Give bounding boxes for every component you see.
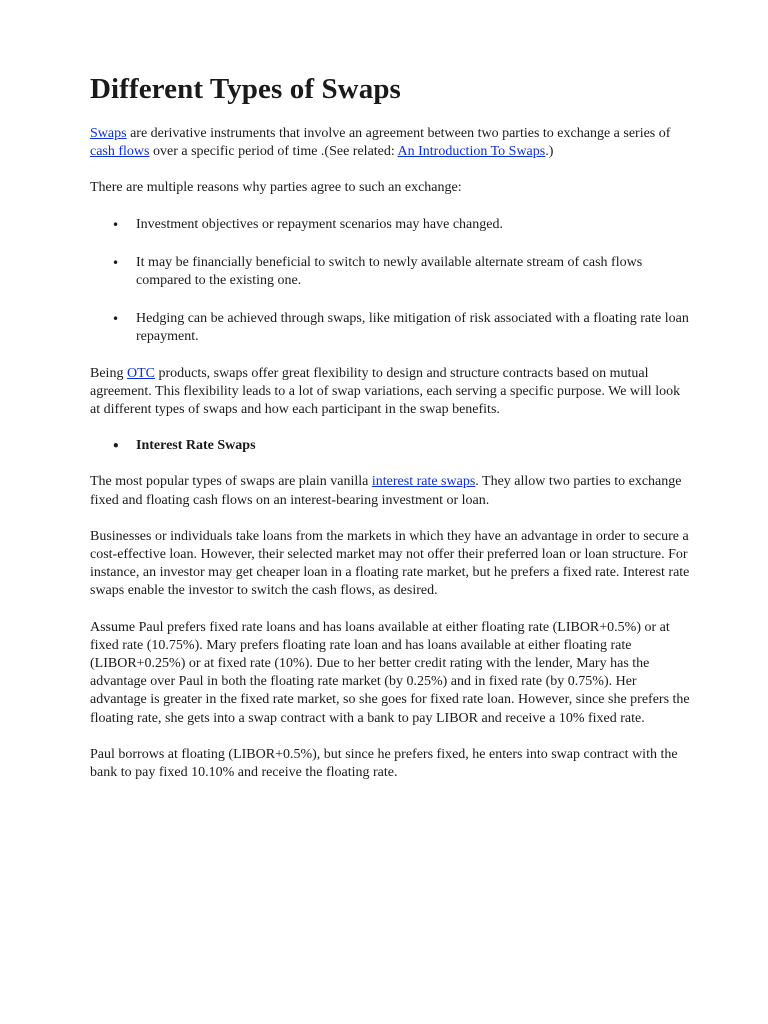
page-title: Different Types of Swaps bbox=[90, 73, 401, 105]
businesses-paragraph: Businesses or individuals take loans from the markets in which they have an advantage in order to secure a cost-effective loan. However, their selected market may not offer their preferred loan or loan structure. For instance, an investor may get cheaper loan in a floating rate market, but he prefers a fixed rate. Interest rate swaps enable the investor to switch the cash flows, as desired. bbox=[90, 528, 690, 599]
otc-link[interactable]: OTC bbox=[126, 365, 155, 381]
irs-paragraph: The most popular types of swaps are plain vanilla interest rate swaps. They allow two parties to exchange fixed and floating cash flows on an interest-bearing investment or loan. bbox=[90, 474, 682, 508]
section-heading: • Interest Rate Swaps bbox=[90, 437, 690, 455]
list-item: • It may be financially beneficial to switch to newly available alternate stream of cash flows compared to the existing one. bbox=[90, 254, 690, 290]
list-item: • Hedging can be achieved through swaps, like mitigation of risk associated with a floating rate loan repayment. bbox=[90, 310, 690, 346]
interest-rate-swaps-link[interactable]: interest rate swaps bbox=[371, 474, 476, 490]
otc-paragraph: Being OTC products, swaps offer great flexibility to design and structure contracts based on mutual agreement. This flexibility leads to a lot of swap variations, each serving a specific purpose. We will look at different types of swaps and how each participant in the swap benefits. bbox=[90, 365, 681, 418]
reasons-intro: There are multiple reasons why parties agree to such an exchange: bbox=[90, 180, 462, 196]
intro-to-swaps-link[interactable]: An Introduction To Swaps bbox=[397, 144, 546, 160]
intro-paragraph: Swaps are derivative instruments that involve an agreement between two parties to exchange a series of cash flows over a specific period of time .(See related: An Introduction To Swaps.) bbox=[90, 126, 671, 160]
paul-mary-paragraph: Assume Paul prefers fixed rate loans and has loans available at either floating rate (LIBOR+0.5%) or at fixed rate (10.75%). Mary prefers floating rate loan and has loans available at either floating rate (LIBOR+0.25%) or at fixed rate (10%). Due to her better credit rating with the lender, Mary has the advantage over Paul in both the floating rate market (by 0.25%) and in fixed rate (by 0.75%). Her advantage is greater in the fixed rate market, so she goes for fixed rate loan. However, since she prefers the floating rate, she gets into a swap contract with a bank to pay LIBOR and receive a 10% fixed rate. bbox=[90, 619, 690, 726]
section-list bbox=[90, 437, 690, 455]
swaps-link[interactable]: Swaps bbox=[90, 126, 127, 141]
paul-borrows-paragraph: Paul borrows at floating (LIBOR+0.5%), but since he prefers fixed, he enters into swap contract with the bank to pay fixed 10.10% and receive the floating rate. bbox=[90, 746, 678, 781]
list-item: • Investment objectives or repayment scenarios may have changed. bbox=[90, 216, 690, 234]
article-body bbox=[90, 125, 690, 782]
reasons-list bbox=[90, 216, 690, 347]
cash-flows-link[interactable]: cash flows bbox=[90, 144, 150, 160]
